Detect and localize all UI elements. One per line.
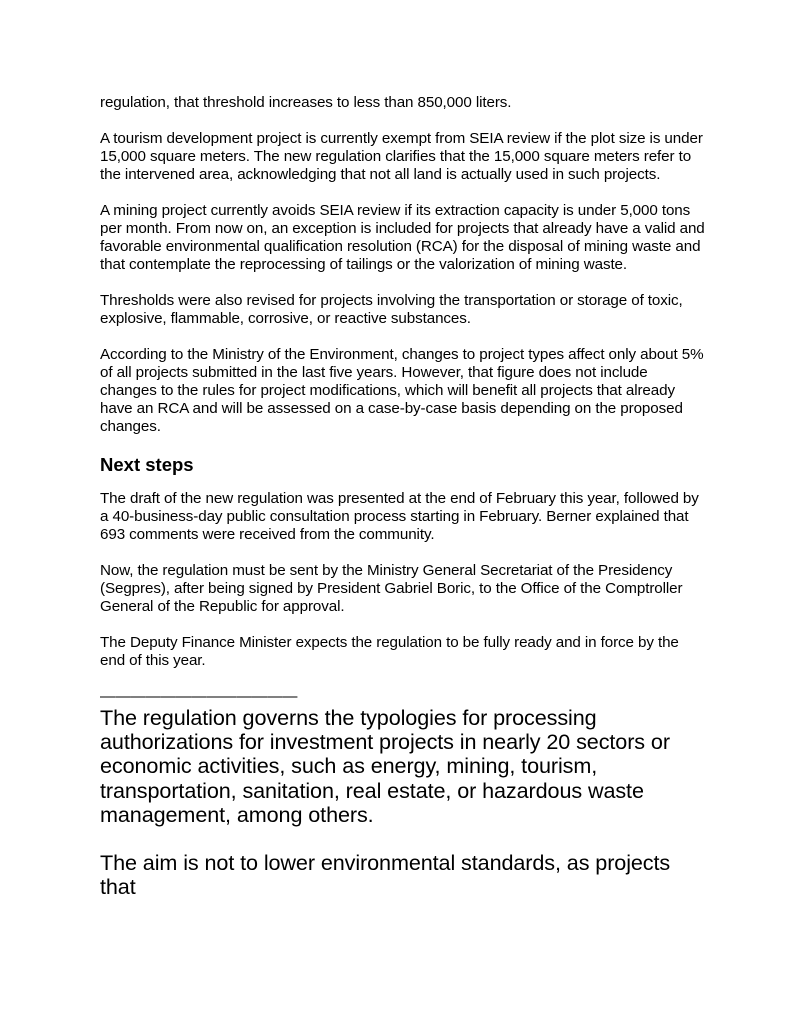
- paragraph-large-typologies: The regulation governs the typologies for processing authorizations for investment projects in nearly 20 sectors or economic activities, such as energy, mining, tourism, transportation, sanitation, real estate, or hazardous waste management, among others.: [100, 705, 670, 827]
- heading-next-steps: Next steps: [100, 454, 194, 475]
- paragraph-tourism: A tourism development project is currently exempt from SEIA review if the plot size is under 15,000 square meters. The new regulation clarifies that the 15,000 square meters refer to the intervened area, acknowledging that not all land is actually used in such projects.: [100, 130, 703, 183]
- document-page: [100, 94, 705, 923]
- paragraph-water-threshold: regulation, that threshold increases to less than 850,000 liters.: [100, 94, 512, 111]
- paragraph-segpres: Now, the regulation must be sent by the Ministry General Secretariat of the Presidency (Segpres), after being signed by President Gabriel Boric, to the Office of the Comptroller General of the Republic for approval.: [100, 562, 683, 615]
- paragraph-deputy-minister: The Deputy Finance Minister expects the regulation to be fully ready and in force by the end of this year.: [100, 634, 679, 669]
- paragraph-draft-consultation: The draft of the new regulation was presented at the end of February this year, followed by a 40-business-day public consultation process starting in February. Berner explained that 693 comments were received from the community.: [100, 490, 699, 543]
- divider-line: —————————————: [100, 688, 298, 705]
- paragraph-mining: A mining project currently avoids SEIA review if its extraction capacity is under 5,000 tons per month. From now on, an exception is included for projects that already have a valid and favorable environmental qualification resolution (RCA) for the disposal of mining waste and that contemplate the reprocessing of tailings or the valorization of mining waste.: [100, 202, 705, 273]
- paragraph-ministry-statement: According to the Ministry of the Environment, changes to project types affect only about 5% of all projects submitted in the last five years. However, that figure does not include changes to the rules for project modifications, which will benefit all projects that already have an RCA and will be assessed on a case-by-case basis depending on the proposed changes.: [100, 346, 704, 435]
- paragraph-hazardous-substances: Thresholds were also revised for projects involving the transportation or storage of toxic, explosive, flammable, corrosive, or reactive substances.: [100, 292, 683, 327]
- paragraph-large-aim: The aim is not to lower environmental standards, as projects that: [100, 850, 671, 900]
